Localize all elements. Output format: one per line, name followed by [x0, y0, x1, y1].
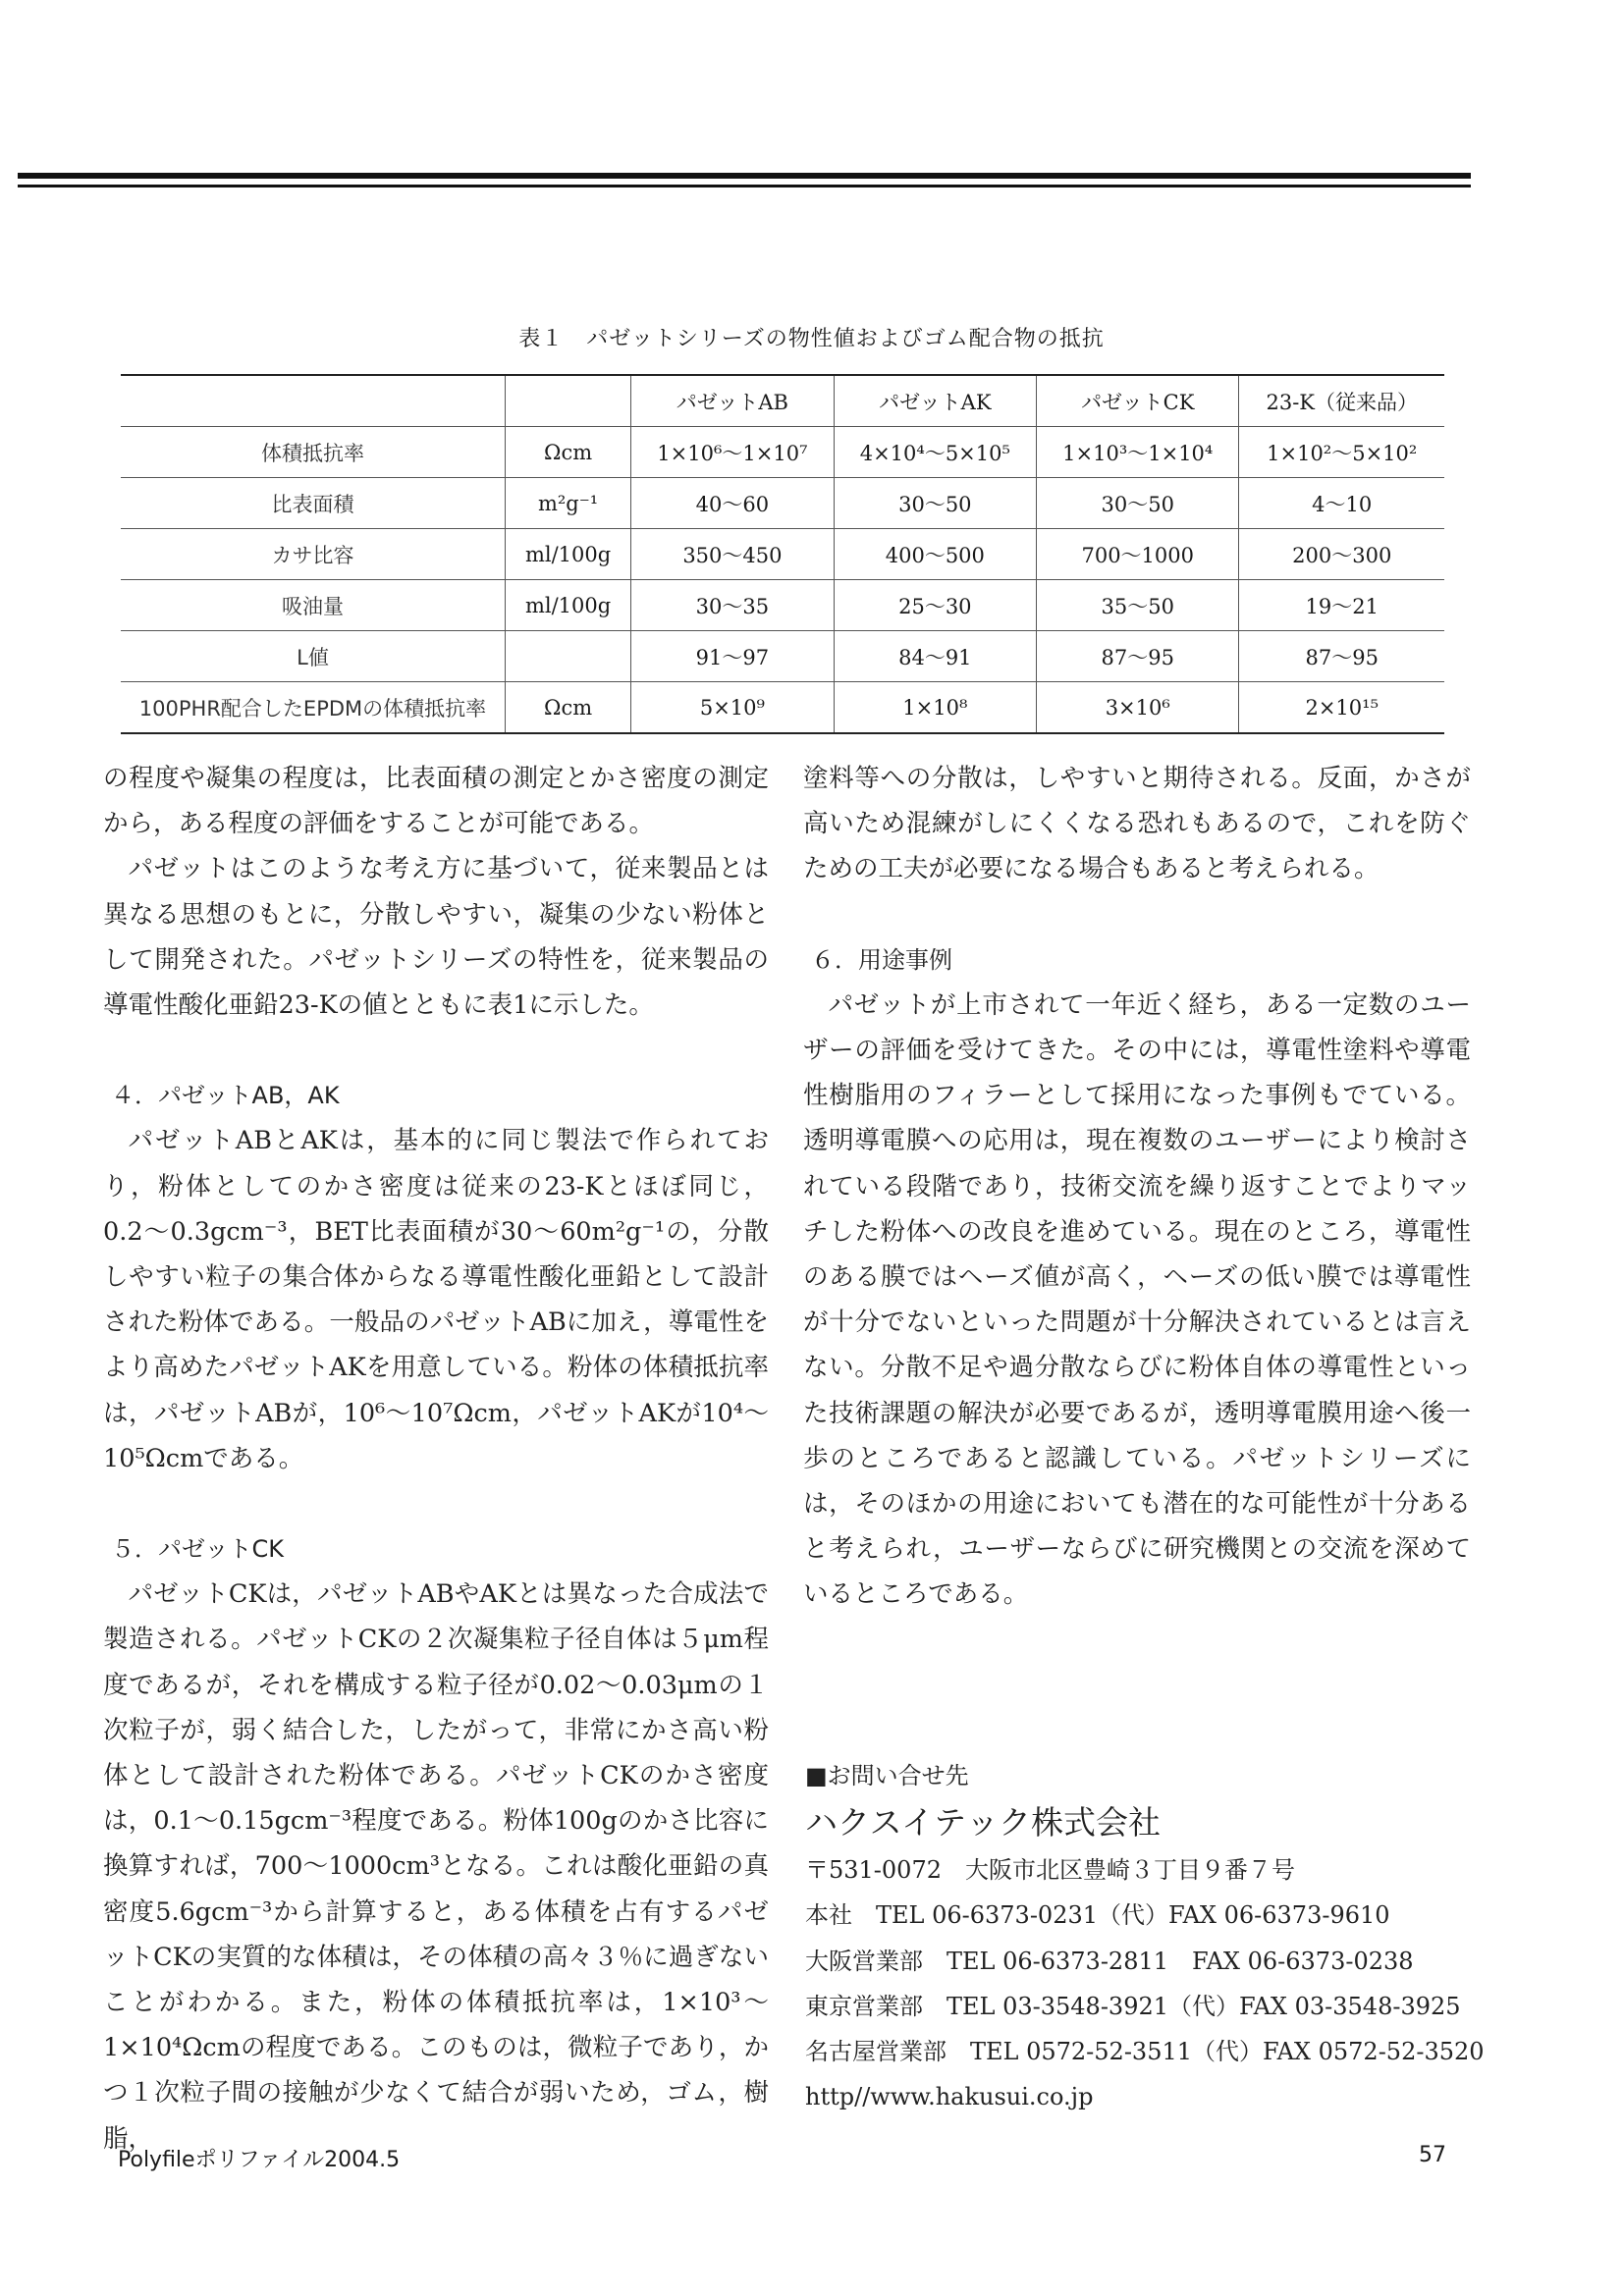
section-heading-6: ６．用途事例 [811, 945, 952, 974]
row-unit: ml/100g [505, 529, 630, 580]
row-label: 100PHR配合したEPDMの体積抵抗率 [121, 682, 505, 734]
table-header-cell [505, 375, 630, 427]
table-cell: 350〜450 [631, 529, 834, 580]
table-caption: 表１ パゼットシリーズの物性値およびゴム配合物の抵抗 [518, 327, 1105, 351]
row-unit [505, 631, 630, 682]
header-rule-thin [18, 185, 1471, 187]
body-paragraph: パゼットが上市されて一年近く経ち，ある一定数のユーザーの評価を受けてきた。その中には，導電性塗料や導電性樹脂用のフィラーとして採用になった事例もでている。透明導電膜への応用は，現在複数のユーザーにより検討されている段階であり，技術交流を繰り返すことでよりマッチした粉体への改良を進めている。現在のところ，導電性のある膜ではヘーズ値が高く，ヘーズの低い膜では導電性が十分でないといった問題が十分解決されているとは言えない。分散不足や過分散ならびに粉体自体の導電性といった技術課題の解決が必要であるが，透明導電膜用途へ後一歩のところであると認識している。パゼットシリーズには，そのほかの用途においても潜在的な可能性が十分あると考えられ，ユーザーならびに研究機関との交流を深めているところである。 [803, 989, 1471, 1610]
row-label: カサ比容 [121, 529, 505, 580]
table-cell: 25〜30 [834, 580, 1036, 631]
row-unit: Ωcm [505, 427, 630, 478]
body-paragraph: パゼットはこのような考え方に基づいて，従来製品とは異なる思想のもとに，分散しやすい，凝集の少ない粉体として開発された。パゼットシリーズの特性を，従来製品の導電性酸化亜鉛23-Kの値とともに表1に示した。 [103, 854, 769, 1021]
table-cell: 1×10⁶〜1×10⁷ [631, 427, 834, 478]
contact-line-tokyo: 東京営業部 TEL 03-3548-3921（代）FAX 03-3548-3925 [805, 1992, 1461, 2020]
body-paragraph: の程度や凝集の程度は，比表面積の測定とかさ密度の測定から，ある程度の評価をすることが可能である。 [103, 764, 769, 839]
table-cell: 1×10³〜1×10⁴ [1037, 427, 1239, 478]
table-header-cell: パゼットAB [631, 375, 834, 427]
table-cell: 84〜91 [834, 631, 1036, 682]
company-name: ハクスイテック株式会社 [805, 1803, 1162, 1842]
address-line: 〒531-0072 大阪市北区豊崎３丁目９番７号 [805, 1856, 1295, 1885]
row-label: L値 [121, 631, 505, 682]
contact-line-osaka: 大阪営業部 TEL 06-6373-2811 FAX 06-6373-0238 [805, 1947, 1414, 1975]
contact-block [805, 1753, 1485, 2119]
table-header-row [121, 375, 1444, 427]
contact-line-head-office: 本社 TEL 06-6373-0231（代）FAX 06-6373-9610 [805, 1901, 1390, 1930]
page-number: 57 [1419, 2143, 1446, 2167]
section-heading-4: ４．パゼットAB，AK [111, 1082, 340, 1110]
properties-table [121, 374, 1444, 734]
left-column [103, 756, 769, 2162]
table-cell: 2×10¹⁵ [1239, 682, 1444, 734]
table-cell: 5×10⁹ [631, 682, 834, 734]
table-cell: 30〜35 [631, 580, 834, 631]
right-column [803, 756, 1471, 1618]
header-rule-thick [18, 173, 1471, 179]
table-header-cell: パゼットCK [1037, 375, 1239, 427]
footer-publication: Polyfileポリファイル2004.5 [118, 2148, 401, 2172]
table-cell: 91〜97 [631, 631, 834, 682]
table-cell: 1×10⁸ [834, 682, 1036, 734]
row-unit: m²g⁻¹ [505, 478, 630, 529]
body-paragraph: パゼットABとAKは，基本的に同じ製法で作られており，粉体としてのかさ密度は従来の23-Kとほぼ同じ，0.2〜0.3gcm⁻³，BET比表面積が30〜60m²g⁻¹の，分散しやすい粒子の集合体からなる導電性酸化亜鉛として設計された粉体である。一般品のパゼットABに加え，導電性をより高めたパゼットAKを用意している。粉体の体積抵抗率は，パゼットABが，10⁶〜10⁷Ωcm，パゼットAKが10⁴〜10⁵Ωcmである。 [103, 1126, 769, 1473]
table-header-cell: パゼットAK [834, 375, 1036, 427]
table-cell: 30〜50 [1037, 478, 1239, 529]
table-row [121, 580, 1444, 631]
table-row [121, 529, 1444, 580]
table-row [121, 631, 1444, 682]
body-paragraph: 塗料等への分散は，しやすいと期待される。反面，かさが高いため混練がしにくくなる恐れもあるので，これを防ぐための工夫が必要になる場合もあると考えられる。 [803, 764, 1471, 884]
table-row [121, 682, 1444, 734]
table-cell: 40〜60 [631, 478, 834, 529]
table-cell: 19〜21 [1239, 580, 1444, 631]
table-row [121, 427, 1444, 478]
row-unit: Ωcm [505, 682, 630, 734]
body-paragraph: パゼットCKは，パゼットABやAKとは異なった合成法で製造される。パゼットCKの２次凝集粒子径自体は５μm程度であるが，それを構成する粒子径が0.02〜0.03μmの１次粒子が，弱く結合した，したがって，非常にかさ高い粉体として設計された粉体である。パゼットCKのかさ密度は，0.1〜0.15gcm⁻³程度である。粉体100gのかさ比容に換算すれば，700〜1000cm³となる。これは酸化亜鉛の真密度5.6gcm⁻³から計算すると，ある体積を占有するパゼットCKの実質的な体積は，その体積の高々３％に過ぎないことがわかる。また，粉体の体積抵抗率は，1×10³〜1×10⁴Ωcmの程度である。このものは，微粒子であり，かつ１次粒子間の接触が少なくて結合が弱いため，ゴム，樹脂， [103, 1579, 769, 2154]
row-label: 比表面積 [121, 478, 505, 529]
table-cell: 87〜95 [1037, 631, 1239, 682]
table-header-cell: 23-K（従来品） [1239, 375, 1444, 427]
table-cell: 4×10⁴〜5×10⁵ [834, 427, 1036, 478]
table-cell: 3×10⁶ [1037, 682, 1239, 734]
table-cell: 4〜10 [1239, 478, 1444, 529]
contact-line-nagoya: 名古屋営業部 TEL 0572-52-3511（代）FAX 0572-52-3520 [805, 2038, 1485, 2066]
section-heading-5: ５．パゼットCK [111, 1535, 285, 1564]
row-label: 吸油量 [121, 580, 505, 631]
table-row [121, 478, 1444, 529]
table-cell: 700〜1000 [1037, 529, 1239, 580]
table-header-cell [121, 375, 505, 427]
table-cell: 35〜50 [1037, 580, 1239, 631]
table-cell: 1×10²〜5×10² [1239, 427, 1444, 478]
table-cell: 200〜300 [1239, 529, 1444, 580]
row-label: 体積抵抗率 [121, 427, 505, 478]
table-cell: 87〜95 [1239, 631, 1444, 682]
contact-heading: ■お問い合せ先 [805, 1762, 969, 1789]
row-unit: ml/100g [505, 580, 630, 631]
table-cell: 400〜500 [834, 529, 1036, 580]
website-link[interactable]: http//www.hakusui.co.jp [805, 2083, 1094, 2111]
table-cell: 30〜50 [834, 478, 1036, 529]
